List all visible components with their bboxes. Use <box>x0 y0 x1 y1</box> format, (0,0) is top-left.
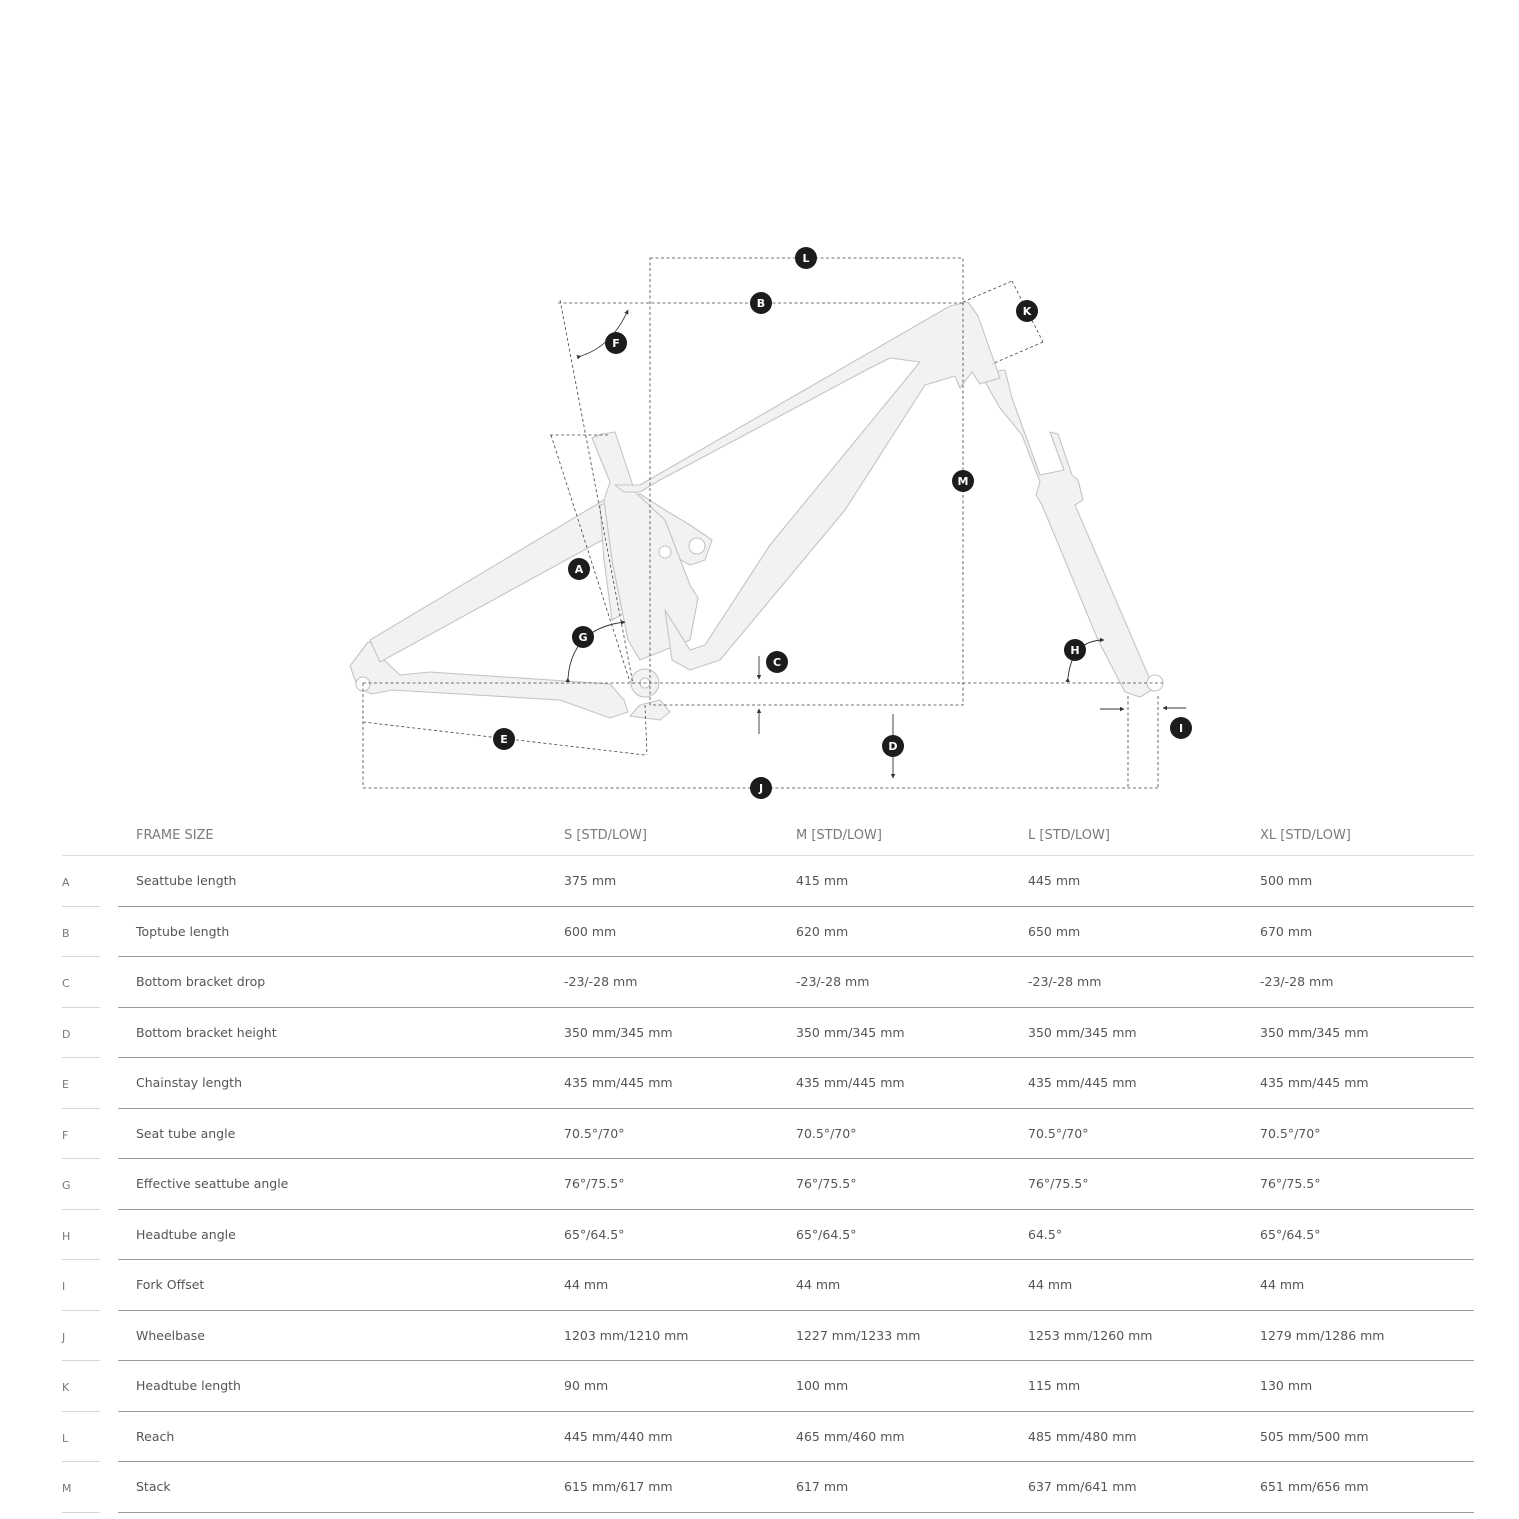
header-size-m: M [STD/LOW] <box>796 828 882 843</box>
row-measurement-name: Seat tube angle <box>136 1125 236 1141</box>
row-value-l: 485 mm/480 mm <box>1028 1428 1137 1444</box>
marker-C <box>766 651 788 673</box>
marker-M <box>952 470 974 492</box>
table-row <box>62 1412 1474 1463</box>
row-value-xl: 651 mm/656 mm <box>1260 1479 1369 1494</box>
table-row <box>62 907 1474 958</box>
row-value-l: 44 mm <box>1028 1277 1073 1292</box>
table-row <box>62 957 1474 1008</box>
row-value-s: 350 mm/345 mm <box>564 1024 673 1040</box>
row-value-l: 350 mm/345 mm <box>1028 1024 1137 1040</box>
table-row <box>62 1311 1474 1362</box>
row-measurement-name: Stack <box>136 1479 171 1494</box>
row-value-l: 637 mm/641 mm <box>1028 1479 1137 1494</box>
table-row <box>62 856 1474 907</box>
row-measurement-name: Headtube length <box>136 1378 241 1393</box>
row-value-s: 375 mm <box>564 873 617 888</box>
row-value-l: 115 mm <box>1028 1378 1081 1393</box>
row-letter: I <box>62 1280 66 1293</box>
row-letter: F <box>62 1128 69 1142</box>
row-letter: L <box>62 1431 69 1445</box>
row-value-s: 70.5°/70° <box>564 1125 625 1141</box>
marker-K <box>1016 300 1038 322</box>
row-measurement-name: Chainstay length <box>136 1075 242 1090</box>
row-letter: M <box>62 1482 72 1495</box>
row-measurement-name: Effective seattube angle <box>136 1176 289 1191</box>
geometry-table <box>62 813 1474 1513</box>
marker-L-label: L <box>802 252 810 265</box>
row-value-xl: 76°/75.5° <box>1260 1176 1321 1191</box>
frame-silhouette <box>350 302 1163 720</box>
row-measurement-name: Wheelbase <box>136 1327 205 1343</box>
header-frame-size: FRAME SIZE <box>136 828 214 843</box>
row-letter: K <box>62 1381 70 1394</box>
marker-C-label: C <box>772 656 782 669</box>
row-value-m: 415 mm <box>796 873 849 888</box>
table-body <box>62 856 1474 1513</box>
row-value-s: 445 mm/440 mm <box>564 1428 673 1444</box>
marker-I <box>1170 717 1192 739</box>
row-value-s: 65°/64.5° <box>564 1226 625 1242</box>
row-value-m: 620 mm <box>796 923 849 939</box>
row-value-xl: 70.5°/70° <box>1260 1125 1321 1141</box>
marker-D-label: D <box>888 740 898 753</box>
marker-D <box>882 735 904 757</box>
row-value-l: 1253 mm/1260 mm <box>1028 1327 1153 1343</box>
row-letter: G <box>62 1179 71 1192</box>
row-value-m: 44 mm <box>796 1277 841 1292</box>
row-value-m: 617 mm <box>796 1479 849 1494</box>
header-size-xl: XL [STD/LOW] <box>1260 828 1351 843</box>
row-value-s: 76°/75.5° <box>564 1176 625 1191</box>
row-value-s: 615 mm/617 mm <box>564 1479 673 1494</box>
row-value-xl: 1279 mm/1286 mm <box>1260 1327 1385 1343</box>
row-value-l: 435 mm/445 mm <box>1028 1075 1137 1090</box>
row-letter: J <box>62 1330 66 1344</box>
row-letter: B <box>62 926 70 940</box>
marker-K-label: K <box>1022 305 1032 318</box>
marker-L <box>795 247 817 269</box>
marker-H <box>1064 639 1086 661</box>
marker-E <box>493 728 515 750</box>
row-value-m: 350 mm/345 mm <box>796 1024 905 1040</box>
row-value-xl: -23/-28 mm <box>1260 974 1334 989</box>
row-value-m: 65°/64.5° <box>796 1226 857 1242</box>
row-value-l: 445 mm <box>1028 873 1081 888</box>
row-value-m: 100 mm <box>796 1378 849 1393</box>
row-value-m: 76°/75.5° <box>796 1176 857 1191</box>
row-value-xl: 44 mm <box>1260 1277 1305 1292</box>
row-measurement-name: Bottom bracket drop <box>136 974 266 989</box>
table-row <box>62 1210 1474 1261</box>
row-letter: H <box>62 1229 71 1243</box>
marker-F <box>605 332 627 354</box>
row-value-s: 90 mm <box>564 1378 609 1393</box>
row-value-m: 70.5°/70° <box>796 1125 857 1141</box>
marker-H-label: H <box>1070 644 1080 657</box>
row-value-l: -23/-28 mm <box>1028 974 1102 989</box>
marker-G <box>572 626 594 648</box>
table-row <box>62 1159 1474 1210</box>
header-size-l: L [STD/LOW] <box>1028 828 1110 843</box>
row-measurement-name: Seattube length <box>136 873 237 888</box>
marker-G-label: G <box>578 631 588 644</box>
marker-J <box>750 777 772 799</box>
table-row <box>62 1260 1474 1311</box>
row-value-xl: 500 mm <box>1260 873 1313 888</box>
row-value-xl: 350 mm/345 mm <box>1260 1024 1369 1040</box>
row-value-l: 76°/75.5° <box>1028 1176 1089 1191</box>
row-measurement-name: Headtube angle <box>136 1226 236 1242</box>
table-row <box>62 1008 1474 1059</box>
row-letter: C <box>62 977 70 990</box>
marker-I-label: I <box>1178 722 1184 735</box>
row-value-l: 70.5°/70° <box>1028 1125 1089 1141</box>
row-value-s: 44 mm <box>564 1277 609 1292</box>
row-value-xl: 505 mm/500 mm <box>1260 1428 1369 1444</box>
row-divider <box>118 1512 1474 1513</box>
row-value-xl: 65°/64.5° <box>1260 1226 1321 1242</box>
marker-J-label: J <box>758 782 764 795</box>
row-value-xl: 435 mm/445 mm <box>1260 1075 1369 1090</box>
marker-A-label: A <box>574 563 584 576</box>
marker-B-label: B <box>756 297 766 310</box>
row-measurement-name: Bottom bracket height <box>136 1024 277 1040</box>
row-value-s: -23/-28 mm <box>564 974 638 989</box>
marker-E-label: E <box>500 733 508 746</box>
dimension-lines <box>363 258 1163 788</box>
row-value-s: 1203 mm/1210 mm <box>564 1327 689 1343</box>
marker-M-label: M <box>957 475 969 488</box>
row-measurement-name: Toptube length <box>136 923 230 939</box>
row-letter: D <box>62 1027 71 1041</box>
row-value-xl: 130 mm <box>1260 1378 1313 1393</box>
row-value-m: 1227 mm/1233 mm <box>796 1327 921 1343</box>
row-letter: E <box>62 1078 69 1091</box>
row-value-s: 435 mm/445 mm <box>564 1075 673 1090</box>
row-value-xl: 670 mm <box>1260 923 1313 939</box>
table-row <box>62 1058 1474 1109</box>
row-value-l: 64.5° <box>1028 1226 1063 1242</box>
row-measurement-name: Reach <box>136 1428 175 1444</box>
row-measurement-name: Fork Offset <box>136 1277 205 1292</box>
row-value-m: -23/-28 mm <box>796 974 870 989</box>
row-value-m: 465 mm/460 mm <box>796 1428 905 1444</box>
table-header-row <box>62 813 1474 856</box>
row-letter: A <box>62 876 70 889</box>
row-value-s: 600 mm <box>564 923 617 939</box>
table-row <box>62 1109 1474 1160</box>
marker-B <box>750 292 772 314</box>
table-row <box>62 1462 1474 1513</box>
header-size-s: S [STD/LOW] <box>564 828 647 843</box>
marker-A <box>568 558 590 580</box>
marker-F-label: F <box>612 337 620 350</box>
row-value-m: 435 mm/445 mm <box>796 1075 905 1090</box>
row-value-l: 650 mm <box>1028 923 1081 939</box>
table-row <box>62 1361 1474 1412</box>
row-divider-short <box>62 1512 100 1513</box>
